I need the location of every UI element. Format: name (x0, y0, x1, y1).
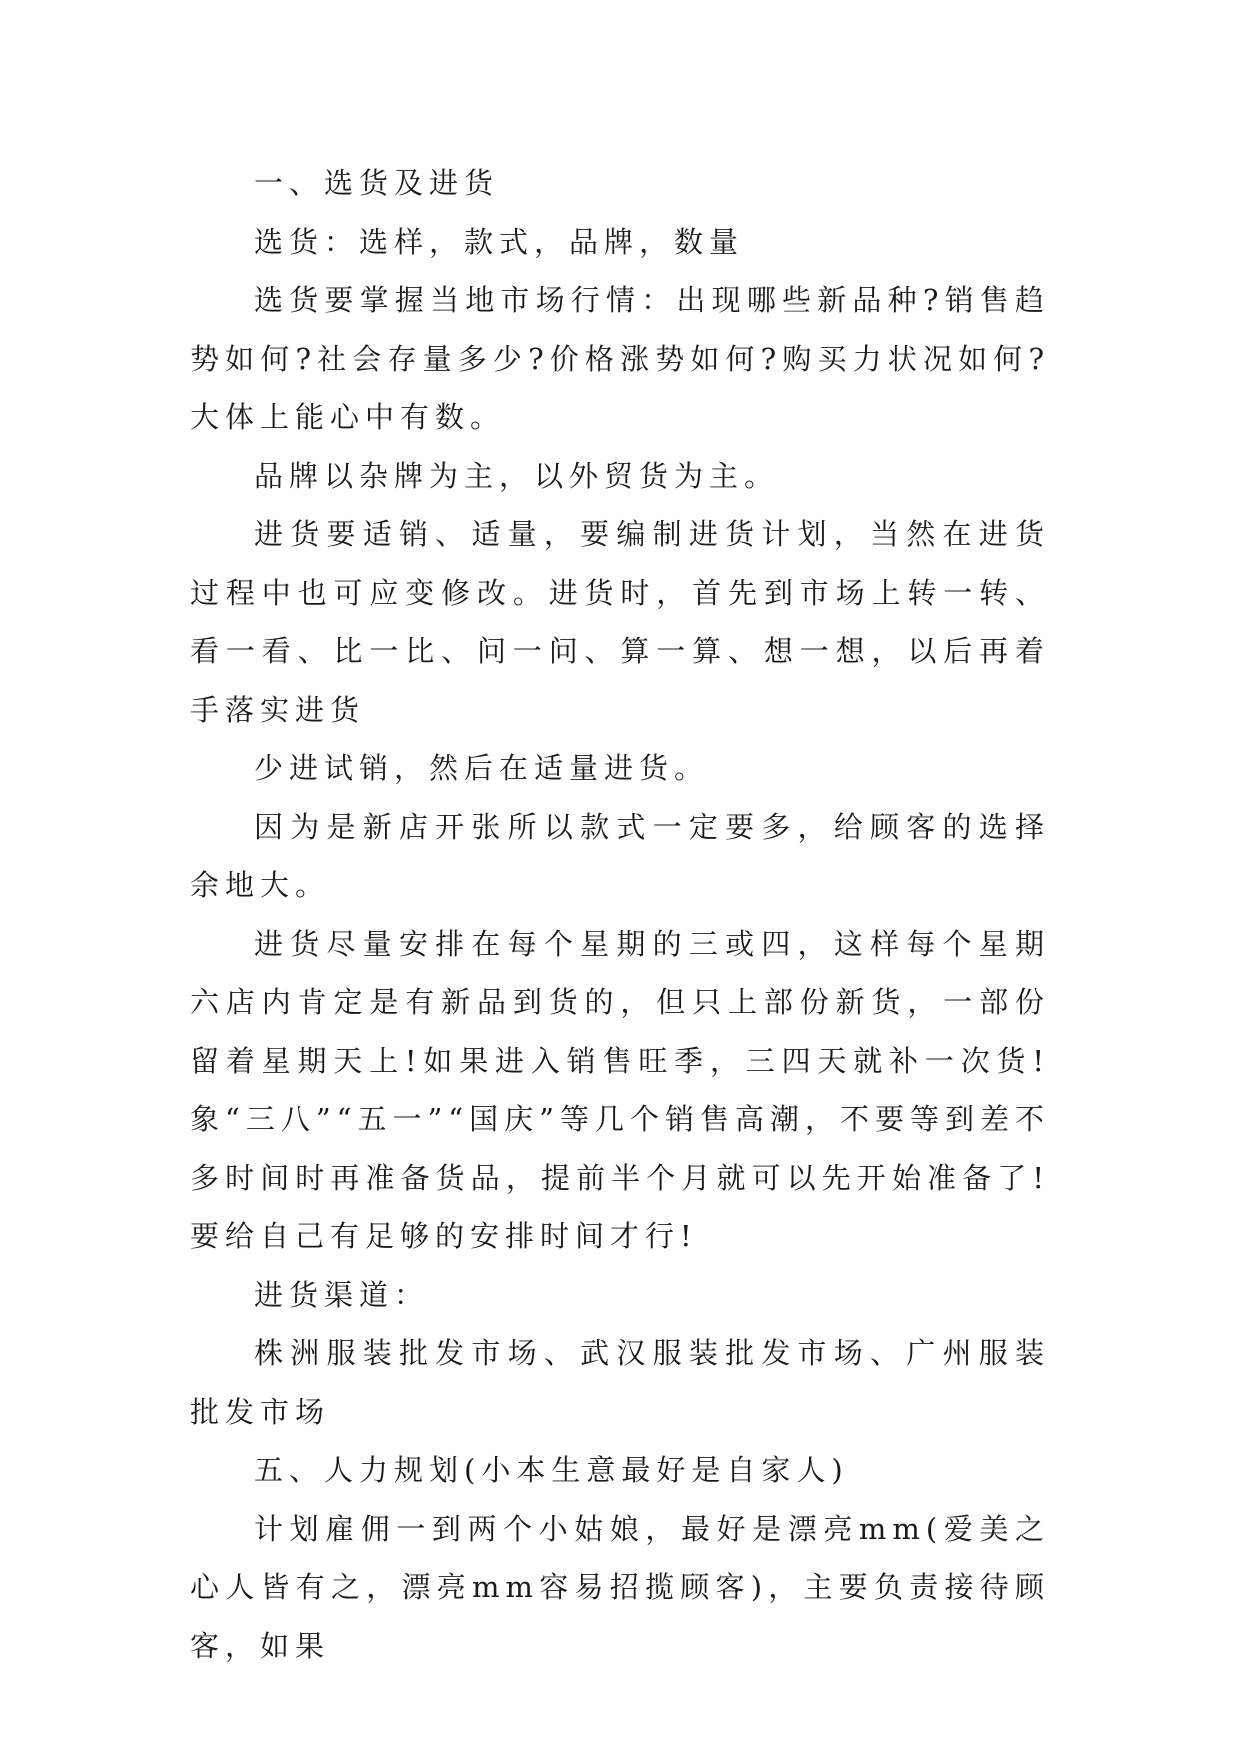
paragraph-selection-criteria: 选货：选样，款式，品牌，数量 (254, 224, 745, 259)
paragraph-brands: 品牌以杂牌为主，以外贸货为主。 (254, 458, 780, 493)
document-body (190, 154, 1050, 1675)
paragraph-purchase-plan: 进货要适销、适量，要编制进货计划，当然在进货过程中也可应变修改。进货时，首先到市场上转一转、看一看、比一比、问一问、算一算、想一想，以后再着手落实进货 (190, 517, 1050, 727)
section-heading-staffing: 五、人力规划(小本生意最好是自家人) (254, 1453, 849, 1487)
paragraph-channels-list: 株洲服装批发市场、武汉服装批发市场、广州服装批发市场 (190, 1336, 1050, 1429)
paragraph-market-conditions: 选货要掌握当地市场行情：出现哪些新品种?销售趋势如何?社会存量多少?价格涨势如何?购买力状况如何?大体上能心中有数。 (190, 283, 1050, 434)
paragraph-styles-variety: 因为是新店开张所以款式一定要多，给顾客的选择余地大。 (190, 809, 1050, 902)
paragraph-trial-sales: 少进试销，然后在适量进货。 (254, 751, 710, 785)
paragraph-hiring-plan: 计划雇佣一到两个小姑娘，最好是漂亮mm(爱美之心人皆有之，漂亮mm容易招揽顾客)，主要负责接待顾客，如果 (190, 1511, 1050, 1663)
paragraph-restock-schedule: 进货尽量安排在每个星期的三或四，这样每个星期六店内肯定是有新品到货的，但只上部份新货，一部份留着星期天上!如果进入销售旺季，三四天就补一次货!象“三八”“五一”“国庆”等几个销售高潮，不要等到差不多时间时再准备货品，提前半个月就可以先开始准备了!要给自己有足够的安排时间才行! (190, 926, 1050, 1253)
paragraph-channels-heading: 进货渠道： (254, 1277, 430, 1312)
section-heading-purchasing: 一、选货及进货 (254, 166, 500, 200)
